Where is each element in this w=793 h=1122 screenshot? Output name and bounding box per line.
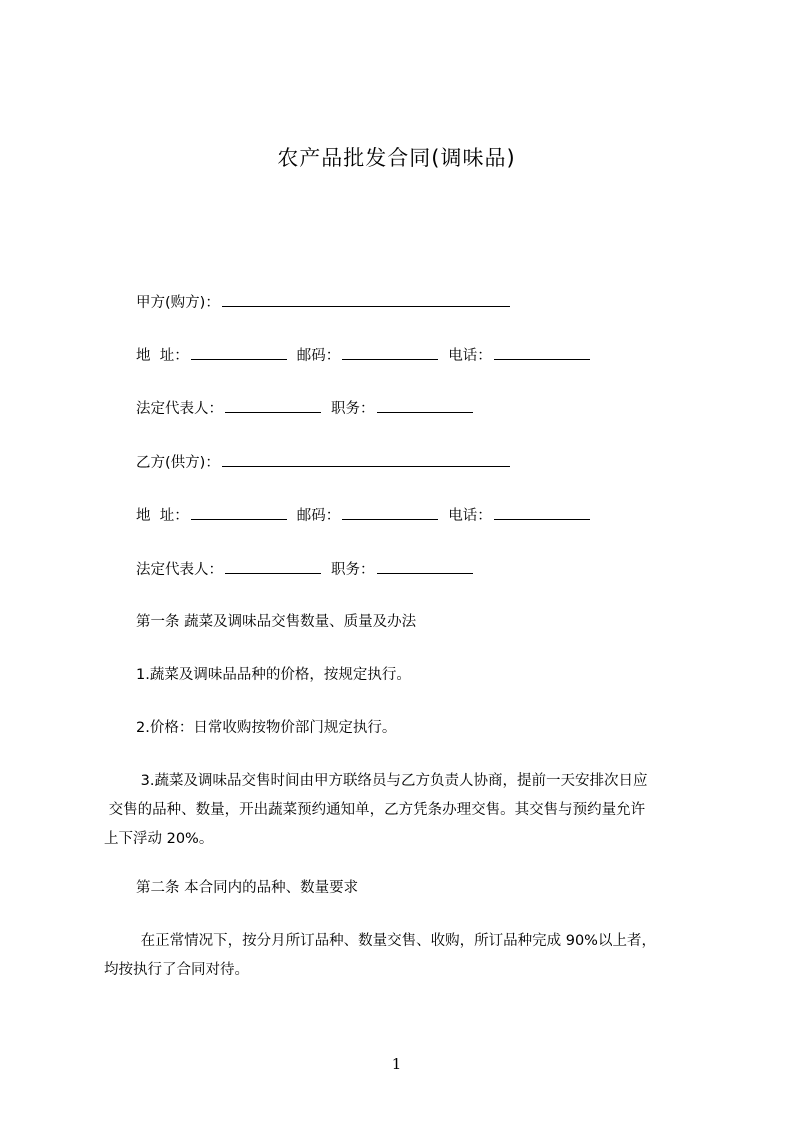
party-a-rep-blank[interactable] [225, 398, 321, 413]
party-a-postcode-label: 邮码： [296, 348, 341, 364]
party-b-rep-line [136, 559, 479, 580]
party-a-position-blank[interactable] [377, 398, 473, 413]
party-b-rep-blank[interactable] [225, 559, 321, 574]
party-b-position-label: 职务： [331, 562, 375, 578]
article-2-body-line-2: 均按执行了合同对待。 [104, 962, 249, 978]
article-1-item-2: 2.价格：日常收购按物价部门规定执行。 [136, 720, 397, 736]
party-b-address-blank[interactable] [191, 505, 287, 520]
party-b-position-blank[interactable] [377, 559, 473, 574]
article-1-item-3-line-2: 交售的品种、数量，开出蔬菜预约通知单，乙方凭条办理交售。其交售与预约量允许 [104, 802, 646, 818]
article-1-item-3 [104, 767, 700, 854]
party-b-name-blank[interactable] [222, 452, 510, 467]
article-1-heading: 第一条 蔬菜及调味品交售数量、质量及办法 [136, 614, 417, 630]
party-a-name-blank[interactable] [222, 292, 510, 307]
article-2-heading: 第二条 本合同内的品种、数量要求 [136, 880, 359, 896]
article-1-item-1: 1.蔬菜及调味品品种的价格，按规定执行。 [136, 667, 411, 683]
party-a-address-blank[interactable] [191, 345, 287, 360]
party-b-address-line [136, 505, 596, 526]
party-b-rep-label: 法定代表人： [136, 562, 223, 578]
party-a-rep-line [136, 398, 479, 419]
article-2-body [104, 927, 700, 985]
party-a-phone-label: 电话： [448, 348, 492, 364]
party-a-address-line [136, 345, 596, 366]
party-a-line [136, 292, 516, 313]
party-b-phone-label: 电话： [448, 508, 492, 524]
party-b-postcode-blank[interactable] [342, 505, 438, 520]
party-b-line [136, 452, 516, 473]
party-a-position-label: 职务： [331, 401, 375, 417]
article-2-body-line-1: 在正常情况下，按分月所订品种、数量交售、收购，所订品种完成 90%以上者， [136, 933, 656, 949]
article-1-item-3-line-3: 上下浮动 20%。 [104, 831, 214, 847]
party-b-phone-blank[interactable] [494, 505, 590, 520]
contract-title: 农产品批发合同(调味品) [277, 146, 516, 170]
party-b-postcode-label: 邮码： [296, 508, 341, 524]
party-a-postcode-blank[interactable] [342, 345, 438, 360]
party-a-label: 甲方(购方)： [136, 295, 220, 311]
party-b-address-label: 地 址： [136, 508, 189, 524]
page-number: 1 [391, 1055, 402, 1073]
party-a-phone-blank[interactable] [494, 345, 590, 360]
article-1-item-3-line-1: 3.蔬菜及调味品交售时间由甲方联络员与乙方负责人协商，提前一天安排次日应 [136, 773, 648, 789]
party-a-address-label: 地 址： [136, 348, 189, 364]
party-a-rep-label: 法定代表人： [136, 401, 223, 417]
party-b-label: 乙方(供方)： [136, 455, 220, 471]
